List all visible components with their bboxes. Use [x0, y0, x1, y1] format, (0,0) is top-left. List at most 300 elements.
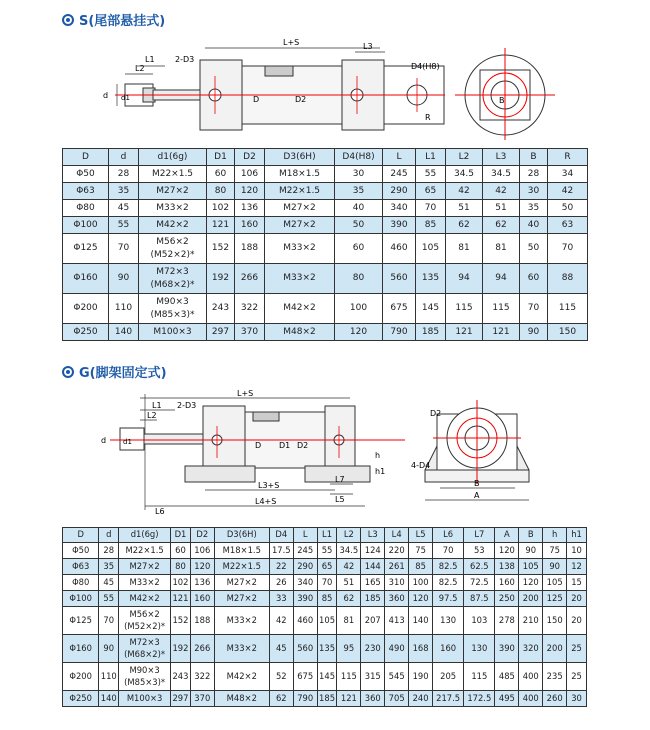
cell-text: Φ50 — [72, 544, 90, 555]
column-header: L6 — [433, 528, 464, 543]
cell-text: 35 — [352, 185, 365, 196]
g-dim-ls: L+S — [237, 389, 254, 398]
cell-text: 121 — [211, 219, 230, 230]
cell-text: 35 — [117, 185, 130, 196]
cell-text: 42 — [275, 614, 287, 625]
table-cell — [171, 691, 191, 707]
cell-text: 245 — [390, 168, 408, 179]
cell-text: 65 — [321, 560, 333, 571]
table-cell — [495, 663, 519, 691]
table-row — [63, 200, 588, 217]
cell-text: 160 — [440, 642, 457, 653]
table-cell — [446, 264, 483, 294]
cell-text: 130 — [471, 642, 488, 653]
table-cell — [409, 543, 433, 559]
table-cell — [190, 543, 214, 559]
table-cell — [433, 543, 464, 559]
table-cell — [520, 166, 548, 183]
table-cell — [99, 591, 119, 607]
cell-text: 12 — [571, 560, 582, 571]
table-cell — [385, 543, 409, 559]
table-cell — [63, 200, 109, 217]
g-dim-a: A — [474, 491, 480, 500]
table-cell — [119, 559, 171, 575]
table-cell — [139, 217, 207, 234]
cell-text: 40 — [352, 202, 365, 213]
cell-text: M72×3 — [156, 267, 189, 278]
table-row — [63, 575, 587, 591]
table-cell — [548, 183, 588, 200]
g-dim-D2: D2 — [297, 441, 309, 450]
table-cell — [119, 663, 171, 691]
table-cell — [317, 559, 337, 575]
cell-text: M48×2 — [283, 326, 316, 337]
cell-text: 52 — [275, 670, 287, 681]
table-cell — [567, 559, 587, 575]
table-cell — [385, 635, 409, 663]
table-cell — [190, 591, 214, 607]
cell-text: 160 — [240, 219, 259, 230]
s-dim-l2: L2 — [135, 64, 145, 73]
cell-text: 50 — [561, 202, 574, 213]
table-cell — [567, 591, 587, 607]
table-cell — [139, 264, 207, 294]
cell-text: 192 — [211, 273, 230, 284]
cell-text: 297 — [211, 326, 230, 337]
table-cell — [269, 543, 293, 559]
cell-text: 80 — [214, 185, 227, 196]
g-dim-d1: d1 — [123, 438, 132, 446]
table-cell — [519, 663, 543, 691]
column-header: L3 — [483, 149, 520, 166]
table-cell — [139, 234, 207, 264]
table-cell — [207, 324, 235, 341]
cell-text: 53 — [473, 544, 485, 555]
cell-text: 70 — [527, 303, 540, 314]
cell-text: 62 — [458, 219, 470, 230]
table-cell — [207, 234, 235, 264]
cell-text: 80 — [175, 560, 186, 571]
cell-text: Φ63 — [76, 185, 95, 196]
cell-text: 207 — [364, 614, 381, 625]
s-type-cylinder-drawing — [95, 36, 565, 141]
table-cell — [409, 691, 433, 707]
cell-text: 45 — [275, 642, 287, 653]
table-cell — [543, 663, 567, 691]
table-cell — [190, 559, 214, 575]
cell-text: 290 — [390, 185, 408, 196]
table-row — [63, 591, 587, 607]
cell-text: 15 — [571, 576, 582, 587]
cell-text: 87.5 — [469, 592, 489, 603]
table-cell — [171, 607, 191, 635]
table-cell — [464, 635, 495, 663]
cell-text: 121 — [455, 326, 473, 337]
table-cell — [171, 575, 191, 591]
column-header: d1(6g) — [139, 149, 207, 166]
table-cell — [464, 543, 495, 559]
s-dim-R: R — [425, 113, 431, 122]
cell-text: 340 — [297, 576, 314, 587]
column-header: L7 — [464, 528, 495, 543]
s-table-header-row — [63, 149, 588, 166]
table-cell — [190, 607, 214, 635]
cell-text: 266 — [240, 273, 259, 284]
table-cell — [139, 200, 207, 217]
cell-text: 42 — [495, 185, 507, 196]
cell-text: 88 — [561, 273, 574, 284]
table-cell — [543, 591, 567, 607]
cell-text: 790 — [390, 326, 408, 337]
circle-bullet-icon — [62, 14, 74, 26]
table-cell — [519, 591, 543, 607]
cell-text: M22×1.5 — [222, 560, 261, 571]
table-cell — [383, 294, 416, 324]
cell-text: 34.5 — [453, 168, 475, 179]
s-dim-d4: D4(H8) — [411, 62, 440, 71]
s-dim-D: D — [253, 95, 260, 104]
cell-text: 70 — [424, 202, 437, 213]
cell-text: M33×2 — [226, 642, 257, 653]
table-cell — [99, 543, 119, 559]
cell-text: 185 — [364, 592, 381, 603]
cell-text: 310 — [388, 576, 405, 587]
cell-text: 240 — [412, 692, 429, 703]
table-row — [63, 559, 587, 575]
cell-text: 205 — [440, 670, 457, 681]
table-cell — [335, 324, 383, 341]
table-cell — [361, 591, 385, 607]
table-cell — [335, 183, 383, 200]
cell-text: 103 — [471, 614, 488, 625]
table-cell — [207, 294, 235, 324]
cell-text: (M85×3)* — [150, 309, 195, 320]
cell-text: 413 — [388, 614, 405, 625]
g-dim-l1: L1 — [152, 401, 162, 410]
table-cell — [139, 324, 207, 341]
table-cell — [63, 217, 109, 234]
g-table-header-row — [63, 528, 587, 543]
table-cell — [265, 264, 335, 294]
table-cell — [567, 663, 587, 691]
table-cell — [99, 575, 119, 591]
table-cell — [171, 559, 191, 575]
table-cell — [567, 543, 587, 559]
table-cell — [519, 543, 543, 559]
column-header: L4 — [385, 528, 409, 543]
table-cell — [265, 294, 335, 324]
cell-text: 121 — [340, 692, 357, 703]
table-cell — [446, 200, 483, 217]
table-cell — [265, 234, 335, 264]
cell-text: 210 — [522, 614, 539, 625]
cell-text: 160 — [498, 576, 515, 587]
cell-text: M42×2 — [283, 303, 316, 314]
table-row — [63, 183, 588, 200]
cell-text: 51 — [495, 202, 507, 213]
cell-text: 243 — [211, 303, 230, 314]
column-header: D — [63, 149, 109, 166]
cell-text: Φ80 — [76, 202, 95, 213]
cell-text: 60 — [175, 544, 186, 555]
table-cell — [385, 559, 409, 575]
cell-text: 60 — [214, 168, 227, 179]
table-cell — [265, 324, 335, 341]
table-cell — [269, 575, 293, 591]
cell-text: 90 — [117, 273, 130, 284]
table-cell — [464, 607, 495, 635]
table-cell — [63, 324, 109, 341]
table-cell — [265, 166, 335, 183]
table-cell — [548, 217, 588, 234]
table-cell — [171, 543, 191, 559]
cell-text: 320 — [522, 642, 539, 653]
table-cell — [235, 294, 265, 324]
cell-text: M90×3 — [129, 665, 160, 676]
s-dim-ls: L+S — [283, 38, 300, 47]
cell-text: M27×2 — [283, 219, 316, 230]
table-cell — [416, 324, 446, 341]
table-cell — [433, 607, 464, 635]
cell-text: 145 — [319, 670, 336, 681]
table-cell — [269, 607, 293, 635]
cell-text: 120 — [412, 592, 429, 603]
column-header: L2 — [337, 528, 361, 543]
table-cell — [235, 264, 265, 294]
cell-text: 82.5 — [438, 576, 458, 587]
table-cell — [495, 607, 519, 635]
table-cell — [171, 591, 191, 607]
cell-text: M56×2 — [156, 237, 189, 248]
cell-text: 120 — [349, 326, 368, 337]
table-row — [63, 543, 587, 559]
cell-text: 322 — [194, 670, 211, 681]
cell-text: 138 — [498, 560, 515, 571]
cell-text: 235 — [546, 670, 563, 681]
cell-text: (M68×2)* — [124, 648, 166, 659]
table-cell — [520, 200, 548, 217]
cell-text: 675 — [390, 303, 408, 314]
cell-text: 10 — [571, 544, 582, 555]
cell-text: 60 — [352, 243, 365, 254]
table-cell — [383, 324, 416, 341]
table-cell — [190, 635, 214, 663]
table-cell — [567, 607, 587, 635]
table-cell — [520, 324, 548, 341]
cell-text: 106 — [194, 544, 211, 555]
table-cell — [99, 635, 119, 663]
table-cell — [214, 607, 269, 635]
cell-text: 160 — [194, 592, 211, 603]
s-dim-l3: L3 — [363, 42, 373, 51]
cell-text: 42 — [561, 185, 574, 196]
table-cell — [409, 559, 433, 575]
cell-text: 51 — [458, 202, 470, 213]
table-cell — [99, 663, 119, 691]
table-cell — [520, 234, 548, 264]
cell-text: 200 — [546, 642, 563, 653]
table-cell — [416, 234, 446, 264]
g-dim-d2-end: D2 — [430, 409, 442, 418]
table-cell — [317, 691, 337, 707]
cell-text: 185 — [319, 692, 336, 703]
cell-text: Φ80 — [72, 576, 90, 587]
cell-text: Φ100 — [73, 219, 98, 230]
table-cell — [119, 591, 171, 607]
column-header: B — [520, 149, 548, 166]
cell-text: M33×2 — [129, 576, 160, 587]
table-cell — [385, 575, 409, 591]
g-dim-d3: 2-D3 — [177, 401, 197, 410]
table-row — [63, 635, 587, 663]
table-cell — [383, 234, 416, 264]
cell-text: 124 — [364, 544, 381, 555]
s-spec-table — [62, 148, 588, 341]
column-header: A — [495, 528, 519, 543]
table-cell — [446, 217, 483, 234]
s-dim-d1: d1 — [121, 94, 130, 102]
cell-text: M18×1.5 — [278, 168, 321, 179]
cell-text: 390 — [498, 642, 515, 653]
g-dim-l3s: L3+S — [258, 481, 280, 490]
column-header: R — [548, 149, 588, 166]
table-cell — [63, 607, 99, 635]
cell-text: 390 — [390, 219, 408, 230]
cell-text: 102 — [211, 202, 230, 213]
g-table-body — [63, 543, 587, 707]
cell-text: 55 — [103, 592, 115, 603]
table-cell — [483, 200, 520, 217]
table-cell — [265, 183, 335, 200]
cell-text: M27×2 — [156, 185, 189, 196]
table-cell — [337, 635, 361, 663]
cell-text: 360 — [364, 692, 381, 703]
cell-text: 70 — [561, 243, 574, 254]
cell-text: 135 — [421, 273, 440, 284]
cell-text: 390 — [297, 592, 314, 603]
cell-text: 72.5 — [469, 576, 489, 587]
table-cell — [317, 591, 337, 607]
cell-text: 70 — [442, 544, 454, 555]
cell-text: 62 — [343, 592, 355, 603]
table-cell — [416, 200, 446, 217]
table-cell — [235, 183, 265, 200]
table-cell — [235, 324, 265, 341]
column-header: L — [383, 149, 416, 166]
table-cell — [235, 200, 265, 217]
table-cell — [317, 607, 337, 635]
table-cell — [214, 635, 269, 663]
cell-text: 81 — [343, 614, 355, 625]
table-cell — [446, 234, 483, 264]
table-cell — [317, 635, 337, 663]
table-cell — [446, 166, 483, 183]
table-cell — [63, 166, 109, 183]
table-cell — [446, 294, 483, 324]
cell-text: 20 — [571, 592, 582, 603]
cell-text: M100×3 — [126, 692, 163, 703]
table-cell — [235, 217, 265, 234]
cell-text: 278 — [498, 614, 515, 625]
cell-text: 90 — [527, 326, 540, 337]
section-s-title: S(尾部悬挂式) — [62, 10, 165, 29]
cell-text: 495 — [498, 692, 515, 703]
cell-text: 115 — [492, 303, 510, 314]
table-cell — [464, 663, 495, 691]
table-cell — [269, 591, 293, 607]
table-cell — [337, 591, 361, 607]
table-cell — [548, 166, 588, 183]
column-header: D1 — [171, 528, 191, 543]
cell-text: 40 — [527, 219, 540, 230]
table-cell — [335, 217, 383, 234]
table-row — [63, 234, 588, 264]
table-cell — [548, 324, 588, 341]
column-header: L1 — [317, 528, 337, 543]
table-cell — [464, 559, 495, 575]
cell-text: 34.5 — [490, 168, 512, 179]
table-cell — [214, 543, 269, 559]
table-cell — [335, 166, 383, 183]
cell-text: 485 — [498, 670, 515, 681]
cell-text: 560 — [297, 642, 314, 653]
cell-text: 370 — [240, 326, 259, 337]
table-cell — [171, 663, 191, 691]
table-cell — [483, 234, 520, 264]
table-cell — [317, 575, 337, 591]
cell-text: M42×2 — [156, 219, 189, 230]
cell-text: 62 — [275, 692, 287, 703]
column-header: L5 — [409, 528, 433, 543]
cell-text: 135 — [319, 642, 336, 653]
cell-text: 260 — [546, 692, 563, 703]
cell-text: 62 — [495, 219, 507, 230]
cell-text: 55 — [321, 544, 333, 555]
cell-text: 55 — [424, 168, 437, 179]
g-dim-d: d — [101, 436, 107, 445]
table-cell — [269, 559, 293, 575]
table-cell — [483, 324, 520, 341]
table-cell — [63, 591, 99, 607]
cell-text: 230 — [364, 642, 381, 653]
cell-text: M33×2 — [283, 273, 316, 284]
table-cell — [99, 607, 119, 635]
table-cell — [269, 635, 293, 663]
cell-text: 110 — [114, 303, 133, 314]
table-cell — [63, 234, 109, 264]
cell-text: 50 — [352, 219, 365, 230]
column-header: h — [543, 528, 567, 543]
table-cell — [361, 691, 385, 707]
table-cell — [409, 607, 433, 635]
cell-text: 140 — [100, 692, 117, 703]
table-cell — [63, 543, 99, 559]
table-cell — [495, 591, 519, 607]
cell-text: 243 — [172, 670, 189, 681]
table-cell — [214, 691, 269, 707]
table-cell — [433, 663, 464, 691]
table-cell — [293, 543, 317, 559]
table-cell — [214, 575, 269, 591]
cell-text: 105 — [522, 560, 539, 571]
cell-text: M90×3 — [156, 297, 189, 308]
table-row — [63, 166, 588, 183]
table-row — [63, 324, 588, 341]
table-cell — [409, 575, 433, 591]
table-cell — [335, 234, 383, 264]
cell-text: 545 — [388, 670, 405, 681]
cell-text: 42 — [343, 560, 355, 571]
